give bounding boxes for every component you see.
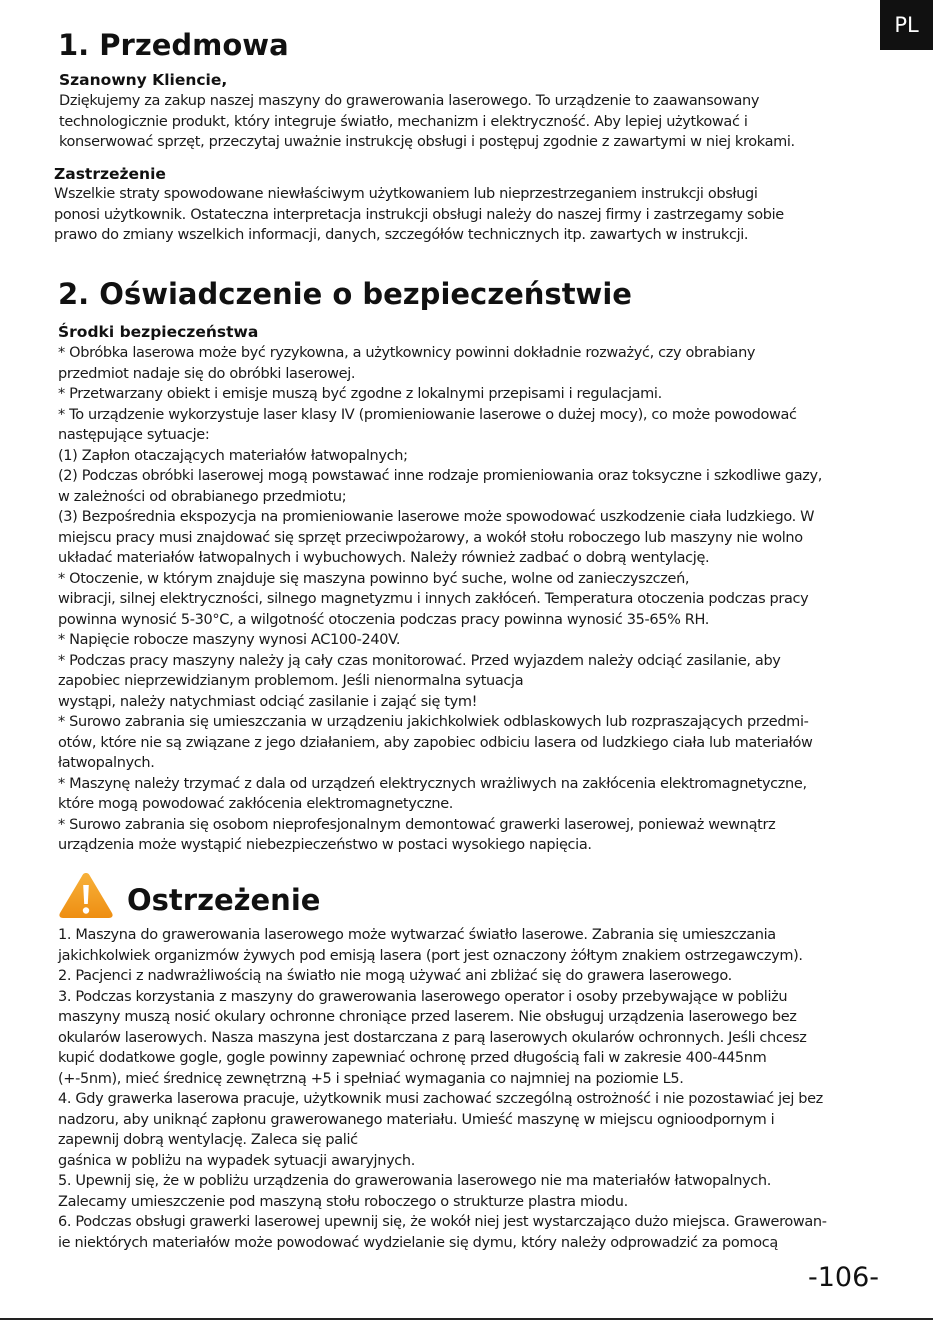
safety-line: * Obróbka laserowa może być ryzykowna, a użytkownicy powinni dokładnie rozważyć, czy obrabiany	[58, 345, 756, 361]
section2-title: 2. Oświadczenie o bezpieczeństwie	[58, 277, 632, 311]
safety-line: miejscu pracy musi znajdować się sprzęt przeciwpożarowy, a wokół stołu roboczego lub maszyny nie wolno	[58, 529, 803, 546]
safety-paragraph	[58, 343, 822, 856]
intro-paragraph	[59, 91, 795, 153]
warning-line: 1. Maszyna do grawerowania laserowego może wytwarzać światło laserowe. Zabrania się umieszczania	[58, 927, 776, 943]
safety-subtitle: Środki bezpieczeństwa	[58, 323, 259, 341]
safety-line: * Surowo zabrania się umieszczania w urządzeniu jakichkolwiek odblaskowych lub rozpraszających przedmi-	[58, 714, 809, 730]
warning-line: nadzoru, aby uniknąć zapłonu grawerowanego materiału. Umieść maszynę w miejscu ognioodpornym i	[58, 1111, 775, 1128]
safety-line: przedmiot nadaje się do obróbki laserowej.	[58, 365, 356, 382]
safety-line: (2) Podczas obróbki laserowej mogą powstawać inne rodzaje promieniowania oraz toksyczne i szkodliwe gazy,	[58, 468, 823, 484]
warning-line: maszyny muszą nosić okulary ochronne chroniące przed laserem. Nie obsługuj urządzenia laserowego bez	[58, 1009, 797, 1025]
section1-title: 1. Przedmowa	[58, 28, 289, 62]
warning-line: 2. Pacjenci z nadwrażliwością na światło nie mogą używać ani zbliżać się do grawera laserowego.	[58, 968, 732, 984]
safety-line: układać materiałów łatwopalnych i wybuchowych. Należy również zadbać o dobrą wentylację.	[58, 550, 710, 566]
page-number: -106-	[808, 1262, 880, 1293]
safety-line: * Napięcie robocze maszyny wynosi AC100-240V.	[58, 632, 401, 648]
warning-line: jakichkolwiek organizmów żywych pod emisją lasera (port jest oznaczony żółtym znakiem ostrzegawczym).	[58, 947, 803, 964]
warning-triangle-icon	[58, 871, 114, 919]
safety-line: (1) Zapłon otaczających materiałów łatwopalnych;	[58, 447, 408, 464]
safety-line: wibracji, silnej elektryczności, silnego magnetyzmu i innych zakłóceń. Temperatura otoczenia podczas pracy	[58, 591, 809, 607]
intro-line: Dziękujemy za zakup naszej maszyny do grawerowania laserowego. To urządzenie to zaawansowany	[59, 93, 760, 109]
warning-line: ie niektórych materiałów może powodować wydzielanie się dymu, który należy odprowadzić za pomocą	[58, 1234, 778, 1251]
intro-line: konserwować sprzęt, przeczytaj uważnie instrukcję obsługi i postępuj zgodnie z zawartymi w niej krokami.	[59, 134, 795, 150]
safety-line: * Surowo zabrania się osobom nieprofesjonalnym demontować grawerki laserowej, ponieważ wewnątrz	[58, 816, 776, 833]
safety-line: wystąpi, należy natychmiast odciąć zasilanie i zająć się tym!	[58, 693, 478, 710]
greeting: Szanowny Kliencie,	[59, 71, 228, 89]
safety-line: * Podczas pracy maszyny należy ją cały czas monitorować. Przed wyjazdem należy odciąć zasilanie, aby	[58, 652, 781, 669]
safety-line: następujące sytuacje:	[58, 427, 210, 443]
warning-line: zapewnij dobrą wentylację. Zaleca się palić	[58, 1132, 358, 1148]
safety-line: * Maszynę należy trzymać z dala od urządzeń elektrycznych wrażliwych na zakłócenia elektromagnetyczne,	[58, 775, 807, 792]
bottom-divider	[0, 1318, 933, 1320]
safety-line: * Przetwarzany obiekt i emisje muszą być zgodne z lokalnymi przepisami i regulacjami.	[58, 386, 662, 402]
safety-line: powinna wynosić 5-30°C, a wilgotność otoczenia podczas pracy powinna wynosić 35-65% RH.	[58, 611, 710, 628]
warning-line: okularów laserowych. Nasza maszyna jest dostarczana z parą laserowych okularów ochronnych. Jeśli chcesz	[58, 1029, 807, 1046]
safety-line: (3) Bezpośrednia ekspozycja na promieniowanie laserowe może spowodować uszkodzenie ciała ludzkiego. W	[58, 509, 815, 525]
warning-line: Zalecamy umieszczenie pod maszyną stołu roboczego o strukturze plastra miodu.	[58, 1193, 628, 1210]
warning-line: (+-5nm), mieć średnicę zewnętrzną +5 i spełniać wymagania co najmniej na poziomie L5.	[58, 1070, 684, 1087]
warning-line: 5. Upewnij się, że w pobliżu urządzenia do grawerowania laserowego nie ma materiałów łatwopalnych.	[58, 1173, 772, 1189]
warning-line: 6. Podczas obsługi grawerki laserowej upewnij się, że wokół niej jest wystarczająco dużo miejsca. Grawerowan-	[58, 1214, 827, 1230]
safety-line: otów, które nie są związane z jego działaniem, aby zapobiec odbiciu lasera od ludzkiego ciała lub materiałów	[58, 734, 813, 751]
warning-line: kupić dodatkowe gogle, gogle powinny zapewniać ochronę przed długością fali w zakresie 400-445nm	[58, 1050, 767, 1066]
disclaimer-line: ponosi użytkownik. Ostateczna interpretacja instrukcji obsługi należy do naszej firmy i zastrzegamy sobie	[54, 206, 784, 223]
safety-line: * To urządzenie wykorzystuje laser klasy IV (promieniowanie laserowe o dużej mocy), co może powodować	[58, 406, 797, 423]
intro-line: technologicznie produkt, który integruje światło, mechanizm i elektryczność. Aby lepiej użytkować i	[59, 113, 748, 130]
warning-line: gaśnica w pobliżu na wypadek sytuacji awaryjnych.	[58, 1152, 416, 1169]
disclaimer-line: Wszelkie straty spowodowane niewłaściwym użytkowaniem lub nieprzestrzeganiem instrukcji obsługi	[54, 186, 758, 202]
disclaimer-line: prawo do zmiany wszelkich informacji, danych, szczegółów technicznych itp. zawartych w instrukcji.	[54, 227, 749, 243]
disclaimer-paragraph	[54, 184, 784, 246]
warning-line: 3. Podczas korzystania z maszyny do grawerowania laserowego operator i osoby przebywające w pobliżu	[58, 988, 788, 1005]
safety-line: * Otoczenie, w którym znajduje się maszyna powinno być suche, wolne od zanieczyszczeń,	[58, 570, 690, 587]
disclaimer-title: Zastrzeżenie	[54, 165, 166, 183]
safety-line: łatwopalnych.	[58, 755, 155, 771]
safety-line: które mogą powodować zakłócenia elektromagnetyczne.	[58, 796, 454, 812]
safety-line: w zależności od obrabianego przedmiotu;	[58, 488, 347, 505]
safety-line: urządzenia może wystąpić niebezpieczeństwo w postaci wysokiego napięcia.	[58, 837, 592, 853]
warning-title: Ostrzeżenie	[127, 883, 321, 917]
safety-line: zapobiec nieprzewidzianym problemom. Jeśli nienormalna sytuacja	[58, 673, 524, 689]
language-tab: PL	[880, 0, 933, 50]
warning-paragraph	[58, 925, 827, 1253]
warning-line: 4. Gdy grawerka laserowa pracuje, użytkownik musi zachować szczególną ostrożność i nie pozostawiać jej bez	[58, 1091, 823, 1107]
